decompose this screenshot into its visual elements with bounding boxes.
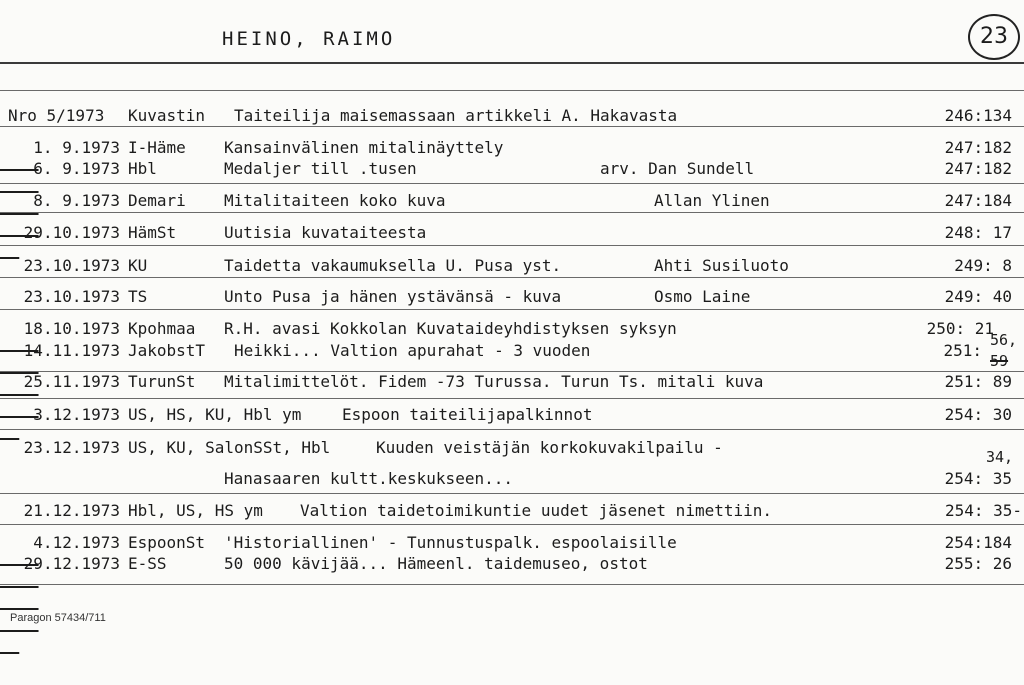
entry-date: 29.12.1973 <box>23 554 120 573</box>
entry-ref: 246:134 <box>944 106 1012 125</box>
entry-source: TS <box>128 287 148 306</box>
entry-date: 3.12.1973 <box>33 405 120 424</box>
entry-author: Osmo Laine <box>654 287 751 306</box>
entry-row <box>0 340 1024 362</box>
ref-note: 34, <box>986 448 1014 466</box>
entry-ref: 251: <box>943 341 982 360</box>
entry-row <box>0 532 1024 554</box>
entry-ref: 251: 89 <box>944 372 1012 391</box>
card-number-circle: 23 <box>968 14 1020 60</box>
entry-source: Hbl, US, HS ym <box>128 501 263 520</box>
rule <box>0 398 1024 399</box>
entry-source: EspoonSt <box>128 533 206 552</box>
entry-row <box>0 137 1024 159</box>
entry-source: Demari <box>128 191 186 210</box>
entry-ref: 247:182 <box>944 159 1012 178</box>
entry-text: Medaljer till .tusen <box>224 159 417 178</box>
entry-ref: 254: 35- <box>944 501 1022 520</box>
entry-row <box>0 500 1024 522</box>
entry-date: 25.11.1973 <box>23 372 120 391</box>
entry-row <box>0 404 1024 426</box>
rule <box>0 90 1024 91</box>
entry-author: Ahti Susiluoto <box>654 256 789 275</box>
entry-source: Kpohmaa <box>128 319 196 338</box>
rule <box>0 493 1024 494</box>
entry-ref: 249: 40 <box>944 287 1012 306</box>
entry-source: Hbl <box>128 159 157 178</box>
entry-row <box>0 255 1024 277</box>
rule <box>0 429 1024 430</box>
entry-source: HämSt <box>128 223 177 242</box>
entry-date: 18.10.1973 <box>23 319 120 338</box>
entry-date: Nro 5/1973 <box>8 106 105 125</box>
rule <box>0 212 1024 213</box>
entry-row <box>0 286 1024 308</box>
rule <box>0 524 1024 525</box>
rule <box>0 309 1024 310</box>
entry-source: I-Häme <box>128 138 186 157</box>
ref-note: 59 <box>990 352 1009 370</box>
entry-author: arv. Dan Sundell <box>600 159 755 178</box>
entry-ref: 255: 26 <box>944 554 1012 573</box>
entry-text: Kuuden veistäjän korkokuvakilpailu - <box>376 438 723 457</box>
entry-row <box>0 222 1024 244</box>
ref-note: 56, <box>990 331 1018 349</box>
entry-text: Kansainvälinen mitalinäyttely <box>224 138 504 157</box>
entry-text: Heikki... Valtion apurahat - 3 vuoden <box>234 341 591 360</box>
entry-ref: 248: 17 <box>944 223 1012 242</box>
entry-source: US, HS, KU, Hbl ym <box>128 405 302 424</box>
entry-ref: 249: 8 <box>954 256 1012 275</box>
card-title: HEINO, RAIMO <box>222 28 396 50</box>
entry-row <box>0 371 1024 393</box>
entry-row <box>0 190 1024 212</box>
entry-row <box>0 158 1024 180</box>
rule <box>0 277 1024 278</box>
entry-text: Uutisia kuvataiteesta <box>224 223 427 242</box>
entry-date: 14.11.1973 <box>23 341 120 360</box>
entry-date: 6. 9.1973 <box>33 159 120 178</box>
entry-date: 4.12.1973 <box>33 533 120 552</box>
entry-ref: 250: 21 <box>926 319 994 338</box>
entry-source: E-SS <box>128 554 167 573</box>
entry-ref: 247:182 <box>944 138 1012 157</box>
entry-text: Mitalimittelöt. Fidem -73 Turussa. Turun Ts. mitali kuva <box>224 372 764 391</box>
header-rule <box>0 62 1024 64</box>
entry-date: 23.10.1973 <box>23 256 120 275</box>
entry-text: Espoon taiteilijapalkinnot <box>342 405 593 424</box>
entry-text: Taiteilija maisemassaan artikkeli A. Hakavasta <box>234 106 678 125</box>
printer-footer: Paragon 57434/711 <box>10 612 106 624</box>
entry-text: Hanasaaren kultt.keskukseen... <box>224 469 513 488</box>
entry-date: 1. 9.1973 <box>33 138 120 157</box>
entry-ref: 254: 30 <box>944 405 1012 424</box>
entry-source: KU <box>128 256 148 275</box>
entry-text: Unto Pusa ja hänen ystävänsä - kuva <box>224 287 562 306</box>
entry-text: 50 000 kävijää... Hämeenl. taidemuseo, ostot <box>224 554 648 573</box>
entry-text: 'Historiallinen' - Tunnustuspalk. espoolaisille <box>224 533 677 552</box>
entry-date: 8. 9.1973 <box>33 191 120 210</box>
entry-text: R.H. avasi Kokkolan Kuvataideyhdistyksen syksyn <box>224 319 677 338</box>
rule <box>0 183 1024 184</box>
entry-source: US, KU, SalonSSt, Hbl <box>128 438 331 457</box>
entry-row <box>0 437 1024 459</box>
rule <box>0 245 1024 246</box>
entry-source: JakobstT <box>128 341 206 360</box>
entry-source: TurunSt <box>128 372 196 391</box>
entry-ref: 254: 35 <box>944 469 1012 488</box>
entry-ref: 247:184 <box>944 191 1012 210</box>
entry-text: Valtion taidetoimikuntie uudet jäsenet nimettiin. <box>300 501 773 520</box>
entry-source: Kuvastin <box>128 106 206 125</box>
entry-row <box>0 105 1024 127</box>
rule <box>0 584 1024 585</box>
entry-text: Taidetta vakaumuksella U. Pusa yst. <box>224 256 562 275</box>
entry-date: 29.10.1973 <box>23 223 120 242</box>
entry-row <box>0 318 1024 340</box>
entry-date: 23.12.1973 <box>23 438 120 457</box>
entry-text: Mitalitaiteen koko kuva <box>224 191 446 210</box>
entry-date: 21.12.1973 <box>23 501 120 520</box>
entry-date: 23.10.1973 <box>23 287 120 306</box>
entry-row <box>0 553 1024 575</box>
entry-row <box>0 468 1024 490</box>
entry-author: Allan Ylinen <box>654 191 770 210</box>
entry-ref: 254:184 <box>944 533 1012 552</box>
